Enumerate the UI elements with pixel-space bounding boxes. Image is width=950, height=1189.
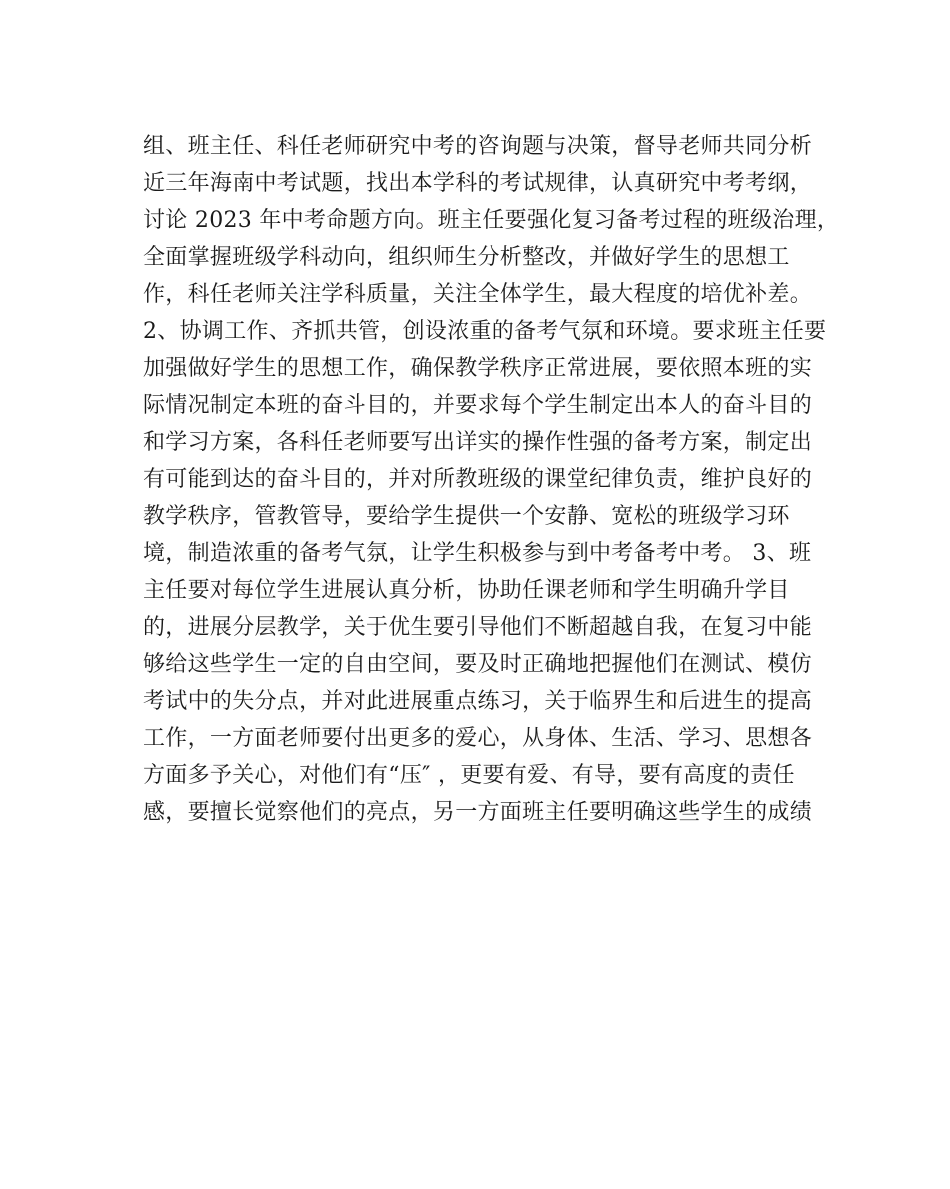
text-line: 全面掌握班级学科动向，组织师生分析整改，并做好学生的思想工 bbox=[143, 245, 790, 270]
text-line: 境，制造浓重的备考气氛，让学生积极参与到中考备考中考。 3、班 bbox=[143, 541, 812, 566]
text-line: 近三年海南中考试题，找出本学科的考试规律，认真研究中考考纲， bbox=[143, 171, 813, 196]
text-line: 加强做好学生的思想工作，确保教学秩序正常进展，要依照本班的实 bbox=[143, 356, 813, 381]
text-line: 际情况制定本班的奋斗目的，并要求每个学生制定出本人的奋斗目的 bbox=[143, 393, 813, 418]
text-line: 有可能到达的奋斗目的，并对所教班级的课堂纪律负责，维护良好的 bbox=[143, 467, 813, 492]
text-line: 的，进展分层教学，关于优生要引导他们不断超越自我，在复习中能 bbox=[143, 615, 813, 640]
text-line: 感，要擅长觉察他们的亮点，另一方面班主任要明确这些学生的成绩 bbox=[143, 800, 813, 825]
text-line: 方面多予关心，对他们有“压″ ，更要有爱、有导，要有高度的责任 bbox=[143, 763, 795, 788]
text-line: 组、班主任、科任老师研究中考的咨询题与决策，督导老师共同分析 bbox=[143, 134, 813, 159]
text-line: 够给这些学生一定的自由空间，要及时正确地把握他们在测试、模仿 bbox=[143, 652, 813, 677]
text-line: 考试中的失分点，并对此进展重点练习，关于临界生和后进生的提高 bbox=[143, 689, 813, 714]
text-line: 教学秩序，管教管导，要给学生提供一个安静、宽松的班级学习环 bbox=[143, 504, 790, 529]
text-line: 和学习方案，各科任老师要写出详实的操作性强的备考方案，制定出 bbox=[143, 430, 813, 455]
text-line: 讨论 2023 年中考命题方向。班主任要强化复习备考过程的班级治理， bbox=[143, 208, 840, 233]
text-line: 2、协调工作、齐抓共管，创设浓重的备考气氛和环境。要求班主任要 bbox=[143, 319, 827, 344]
body-text bbox=[143, 128, 840, 831]
text-line: 主任要对每位学生进展认真分析，协助任课老师和学生明确升学目 bbox=[143, 578, 790, 603]
text-line: 工作，一方面老师要付出更多的爱心，从身体、生活、学习、思想各 bbox=[143, 726, 813, 751]
text-line: 作，科任老师关注学科质量，关注全体学生，最大程度的培优补差。 bbox=[143, 282, 813, 307]
